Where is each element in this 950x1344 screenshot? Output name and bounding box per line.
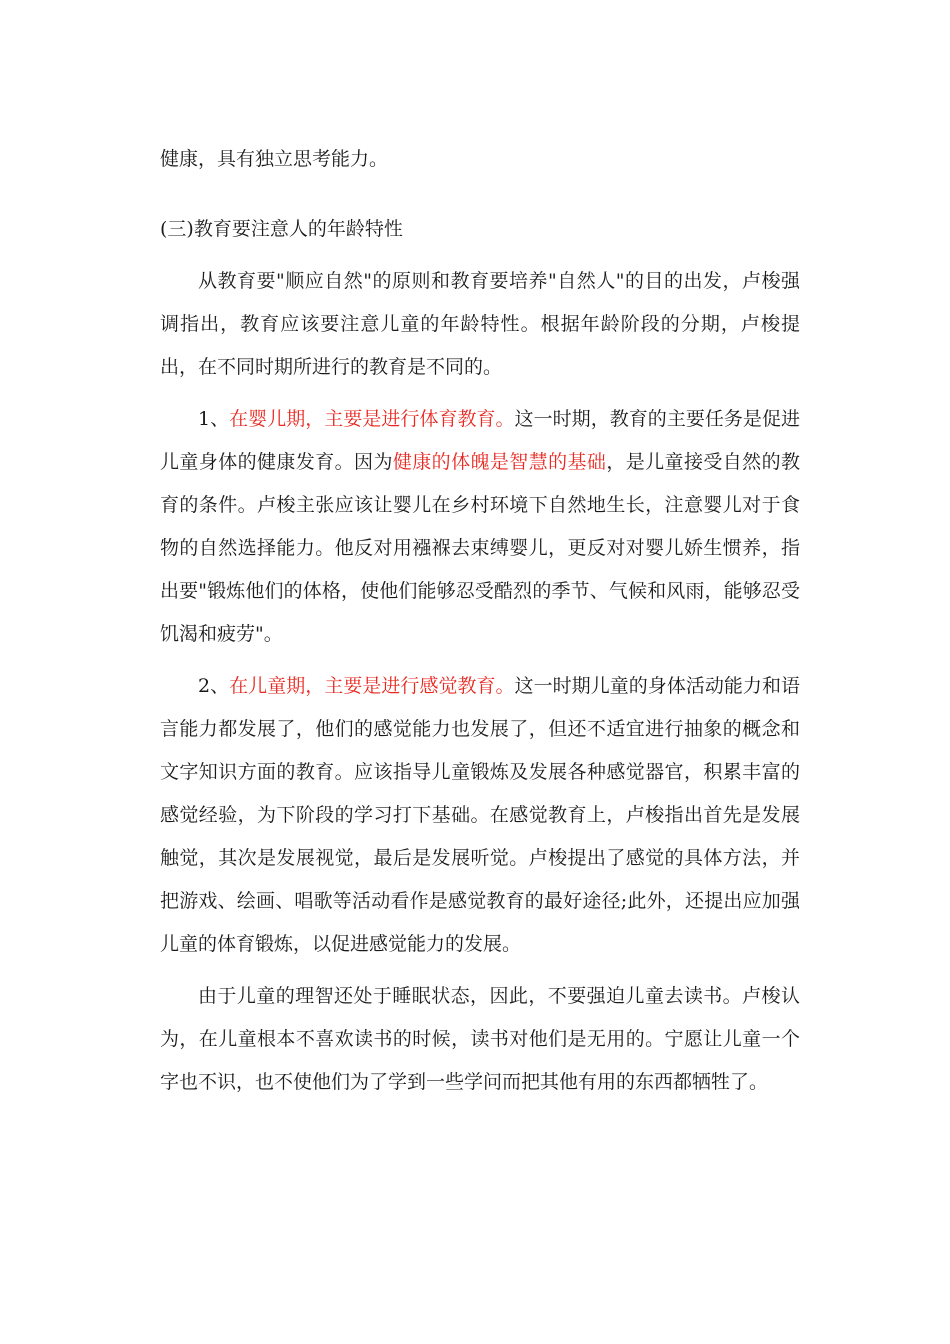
list-number: 1、 bbox=[198, 408, 230, 430]
infancy-text: 这一时期，教育的主要任务是促进儿童身体的健康发育。因为 bbox=[160, 408, 800, 473]
paragraph-infancy bbox=[160, 398, 800, 656]
section-heading: (三)教育要注意人的年龄特性 bbox=[160, 218, 403, 240]
paragraph-reading: 由于儿童的理智还处于睡眠状态，因此，不要强迫儿童去读书。卢梭认为，在儿童根本不喜欢读书的时候，读书对他们是无用的。宁愿让儿童一个字也不识，也不使他们为了学到一些学问而把其他有用的东西都牺牲了。 bbox=[160, 985, 800, 1093]
paragraph-childhood bbox=[160, 665, 800, 966]
paragraph-intro: 从教育要"顺应自然"的原则和教育要培养"自然人"的目的出发，卢梭强调指出，教育应该要注意儿童的年龄特性。根据年龄阶段的分期，卢梭提出，在不同时期所进行的教育是不同的。 bbox=[160, 270, 800, 378]
highlight-infancy: 在婴儿期，主要是进行体育教育。 bbox=[229, 408, 515, 430]
document-body bbox=[160, 138, 800, 1104]
childhood-text: 这一时期儿童的身体活动能力和语言能力都发展了，他们的感觉能力也发展了，但还不适宜进行抽象的概念和文字知识方面的教育。应该指导儿童锻炼及发展各种感觉器官，积累丰富的感觉经验，为下阶段的学习打下基础。在感觉教育上，卢梭指出首先是发展触觉，其次是发展视觉，最后是发展听觉。卢梭提出了感觉的具体方法，并把游戏、绘画、唱歌等活动看作是感觉教育的最好途径;此外，还提出应加强儿童的体育锻炼，以促进感觉能力的发展。 bbox=[160, 675, 800, 955]
highlight-childhood: 在儿童期，主要是进行感觉教育。 bbox=[229, 675, 515, 697]
highlight-health: 健康的体魄是智慧的基础 bbox=[392, 451, 607, 473]
paragraph-continuation: 健康，具有独立思考能力。 bbox=[160, 148, 389, 170]
list-number: 2、 bbox=[198, 675, 230, 697]
infancy-text-rest: ，是儿童接受自然的教育的条件。卢梭主张应该让婴儿在乡村环境下自然地生长，注意婴儿对于食物的自然选择能力。他反对用襁褓去束缚婴儿，更反对对婴儿娇生惯养，指出要"锻炼他们的体格，使他们能够忍受酷烈的季节、气候和风雨，能够忍受饥渴和疲劳"。 bbox=[160, 451, 800, 645]
